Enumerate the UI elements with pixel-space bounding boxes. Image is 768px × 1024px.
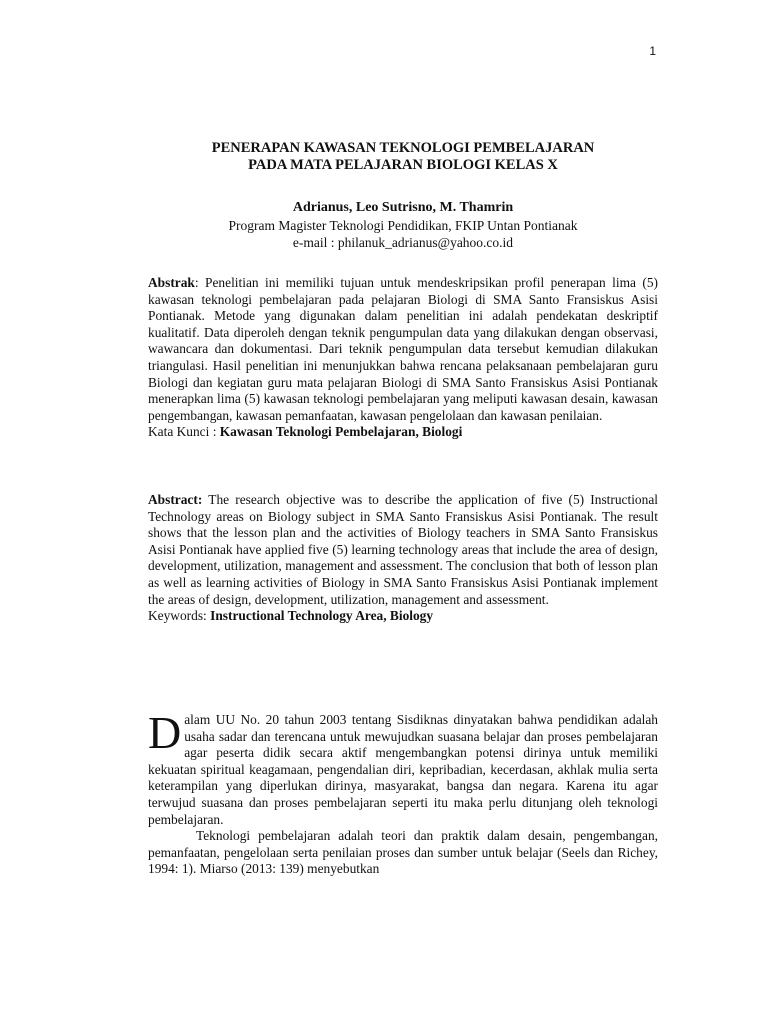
keywords-value: Instructional Technology Area, Biology bbox=[210, 608, 434, 624]
abstrak-text: : Penelitian ini memiliki tujuan untuk mendeskripsikan profil penerapan lima (5) kawasan teknologi pembelajaran pada pelajaran Biologi di SMA Santo Fransiskus Asisi Pontianak. Metode yang digunakan dalam penelitian ini adalah pendekatan deskriptif kualitatif. Data diperoleh dengan teknik pengumpulan data yang dilakukan dengan observasi, wawancara dan dokumentasi. Dari teknik pengumpulan data tersebut kemudian dilakukan triangulasi. Hasil penelitian ini menunjukkan bahwa rencana pelaksanaan pembelajaran guru Biologi dan kegiatan guru mata pelajaran Biologi di SMA Santo Fransiskus Asisi Pontianak menerapkan lima (5) kawasan teknologi pembelajaran yang meliputi kawasan desain, kawasan pengembangan, kawasan pemanfaatan, kawasan pengelolaan dan kawasan penilaian. bbox=[148, 275, 658, 423]
affiliation: Program Magister Teknologi Pendidikan, FKIP Untan Pontianak bbox=[228, 218, 578, 233]
abstract-section bbox=[148, 492, 658, 625]
email: e-mail : philanuk_adrianus@yahoo.co.id bbox=[292, 235, 514, 250]
drop-cap: D bbox=[148, 707, 182, 758]
body-paragraph-2: Teknologi pembelajaran adalah teori dan praktik dalam desain, pengembangan, pemanfaatan, pengelolaan serta penilaian proses dan sumber untuk belajar (Seels dan Richey, 1994: 1). Miarso (2013: 139) menyebutkan bbox=[148, 828, 658, 877]
abstract-text: The research objective was to describe the application of five (5) Instructional Technology areas on Biology subject in SMA Santo Fransiskus Asisi Pontianak. The result shows that the lesson plan and the activities of Biology teachers in SMA Santo Fransiskus Asisi Pontianak have applied five (5) learning technology areas that include the area of design, development, utilization, management and assessment. The conclusion that both of lesson plan as well as learning activities of Biology in SMA Santo Fransiskus Asisi Pontianak implement the areas of design, development, utilization, management and assessment. bbox=[148, 492, 658, 607]
page-number: 1 bbox=[649, 44, 656, 58]
abstract-label: Abstract: bbox=[148, 492, 203, 507]
paper-title-line-1: PENERAPAN KAWASAN TEKNOLOGI PEMBELAJARAN bbox=[211, 140, 595, 156]
abstrak-section bbox=[148, 275, 658, 441]
kata-kunci-label: Kata Kunci : bbox=[148, 424, 220, 440]
abstract-paragraph bbox=[148, 492, 658, 608]
authors: Adrianus, Leo Sutrisno, M. Thamrin bbox=[292, 200, 514, 215]
body-paragraph-1-text: alam UU No. 20 tahun 2003 tentang Sisdiknas dinyatakan bahwa pendidikan adalah usaha sadar dan terencana untuk mewujudkan suasana belajar dan proses pembelajaran agar peserta didik secara aktif mengembangkan potensi dirinya untuk memiliki kekuatan spiritual keagamaan, pengendalian diri, kepribadian, kecerdasan, akhlak mulia serta keterampilan yang diperlukan dirinya, masyarakat, bangsa dan negara. Karena itu agar terwujud suasana dan proses pembelajaran seperti itu maka perlu ditunjang oleh teknologi pembelajaran. bbox=[148, 712, 658, 827]
abstrak-paragraph bbox=[148, 275, 658, 424]
kata-kunci-line bbox=[148, 424, 658, 441]
keywords-label: Keywords: bbox=[148, 608, 211, 624]
abstrak-label: Abstrak bbox=[148, 275, 195, 290]
body-section bbox=[148, 707, 658, 878]
keywords-line bbox=[148, 608, 658, 625]
kata-kunci-value: Kawasan Teknologi Pembelajaran, Biologi bbox=[219, 424, 463, 440]
body-paragraph-1 bbox=[148, 707, 658, 828]
paper-title-line-2: PADA MATA PELAJARAN BIOLOGI KELAS X bbox=[248, 157, 558, 173]
paper-header bbox=[148, 140, 658, 251]
